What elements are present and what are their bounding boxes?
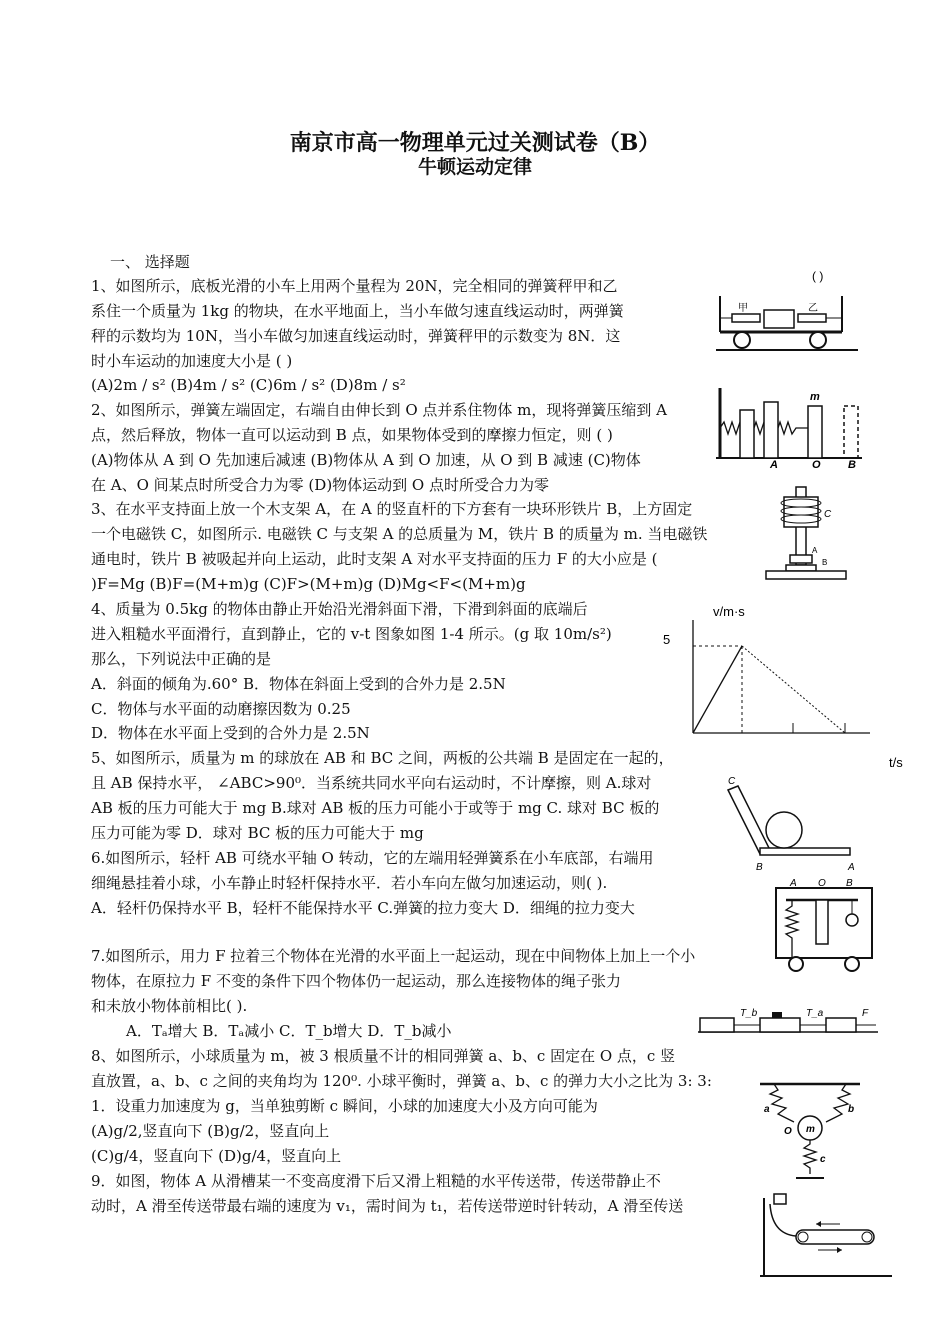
- text-line: AB 板的压力可能大于 mg B.球对 AB 板的压力可能小于或等于 mg C. 球对 BC 板的: [91, 799, 660, 817]
- fig5-label-a: A: [848, 862, 855, 873]
- text-line: (C)g/4，竖直向下 (D)g/4，竖直向上: [91, 1147, 342, 1165]
- fig8-label-m: m: [806, 1124, 815, 1135]
- fig2-label-m: m: [810, 391, 820, 403]
- text-line: 压力可能为零 D．球对 BC 板的压力可能大于 mg: [91, 824, 424, 842]
- fig1-label-jia: 甲: [738, 303, 748, 314]
- text-line: 系住一个质量为 1kg 的物块，在水平地面上，当小车做匀速直线运动时，两弹簧: [91, 302, 624, 320]
- text-line: 9．如图，物体 A 从滑槽某一不变高度滑下后又滑上粗糙的水平传送带，传送带静止不: [91, 1172, 661, 1190]
- text-line: C．物体与水平面的动磨擦因数为 0.25: [91, 700, 351, 718]
- text-line: 1、如图所示，底板光滑的小车上用两个量程为 20N，完全相同的弹簧秤甲和乙: [91, 277, 618, 295]
- text-line: 那么，下列说法中正确的是: [91, 650, 272, 668]
- fig1-corner-label: ( ): [812, 269, 824, 283]
- fig7-label-ta: T_a: [806, 1008, 824, 1019]
- text-line: 4、质量为 0.5kg 的物体由静止开始沿光滑斜面下滑，下滑到斜面的底端后: [91, 600, 588, 618]
- fig7-label-tb: T_b: [740, 1008, 758, 1019]
- text-line: D．物体在水平面上受到的合外力是 2.5N: [91, 724, 370, 742]
- text-line: 1．设重力加速度为 g，当单独剪断 c 瞬间，小球的加速度大小及方向可能为: [91, 1097, 598, 1115]
- text-line: 秤的示数均为 10N，当小车做匀加速直线运动时，弹簧秤甲的示数变为 8N．这: [91, 327, 621, 345]
- text-line: 3、在水平支持面上放一个木支架 A，在 A 的竖直杆的下方套有一块环形铁片 B，上方固定: [91, 500, 693, 518]
- figure-cart-spring-scales: [712, 266, 862, 356]
- fig2-label-b: B: [848, 459, 856, 470]
- text-line: 通电时，铁片 B 被吸起并向上运动，此时支架 A 对水平支持面的压力 F 的大小应是 (: [91, 550, 658, 568]
- fig5-label-b: B: [756, 862, 763, 873]
- text-line: 在 A、O 间某点时所受合力为零 (D)物体运动到 O 点时所受合力为零: [91, 476, 550, 494]
- text-line: 时小车运动的加速度大小是 ( ): [91, 352, 293, 370]
- text-line: 8、如图所示，小球质量为 m，被 3 根质量不计的相同弹簧 a、b、c 固定在 O 点，c 竖: [91, 1047, 676, 1065]
- text-line: 2、如图所示，弹簧左端固定，右端自由伸长到 O 点并系住物体 m，现将弹簧压缩到 A: [91, 401, 667, 419]
- fig8-label-o: O: [784, 1126, 792, 1137]
- fig4-xlabel: t/s: [889, 755, 903, 770]
- fig3-label-b: B: [822, 558, 828, 567]
- fig8-label-b: b: [848, 1104, 855, 1115]
- fig6-label-b: B: [846, 878, 853, 889]
- text-line: A．轻杆仍保持水平 B，轻杆不能保持水平 C.弹簧的拉力变大 D．细绳的拉力变大: [91, 899, 635, 917]
- text-line: 5、如图所示，质量为 m 的球放在 AB 和 BC 之间，两板的公共端 B 是固定在一起的，: [91, 749, 674, 767]
- text-line: 6.如图所示，轻杆 AB 可绕水平轴 O 转动，它的左端用轻弹簧系在小车底部，右端用: [91, 849, 654, 867]
- figure-spring-block: [712, 380, 872, 470]
- page-subtitle: 牛顿运动定律: [417, 156, 532, 178]
- fig2-label-a: A: [770, 459, 778, 470]
- fig8-label-c: c: [820, 1154, 826, 1165]
- fig3-label-c: C: [824, 509, 832, 520]
- figure-electromagnet-stand: [760, 483, 860, 593]
- text-line: A．斜面的倾角为.60° B．物体在斜面上受到的合外力是 2.5N: [91, 675, 506, 693]
- fig6-label-o: O: [818, 878, 826, 889]
- fig7-label-f: F: [862, 1008, 869, 1019]
- section-heading: 一、 选择题: [110, 253, 190, 271]
- text-line: (A)g/2,竖直向下 (B)g/2，竖直向上: [91, 1122, 330, 1140]
- fig4-ytick: 5: [663, 632, 671, 647]
- text-line: 7.如图所示，用力 F 拉着三个物体在光滑的水平面上一起运动，现在中间物体上加上一个小: [91, 947, 696, 965]
- text-line: )F=Mg (B)F=(M+m)g (C)F>(M+m)g (D)Mg<F<(M+m)g: [91, 575, 526, 593]
- text-line: 直放置，a、b、c 之间的夹角均为 120⁰. 小球平衡时，弹簧 a、b、c 的弹力大小之比为 3: 3:: [91, 1072, 712, 1090]
- figure-cart-lever: [772, 874, 892, 974]
- page-title: 南京市高一物理单元过关测试卷（B）: [289, 130, 661, 156]
- fig6-label-a: A: [790, 878, 797, 889]
- fig4-ylabel: v/m·s: [713, 604, 745, 619]
- text-line: 物体，在原拉力 F 不变的条件下四个物体仍一起运动，那么连接物体的绳子张力: [91, 972, 621, 990]
- figure-ball-boards: [722, 770, 862, 880]
- figure-three-springs: [756, 1078, 866, 1188]
- text-line: (A)物体从 A 到 O 先加速后减速 (B)物体从 A 到 O 加速，从 O 到 B 减速 (C)物体: [91, 451, 641, 469]
- fig5-label-c: C: [728, 776, 736, 787]
- text-line: A．Tₐ增大 B．Tₐ减小 C．T_b增大 D．T_b减小: [126, 1022, 452, 1040]
- text-line: 一个电磁铁 C，如图所示. 电磁铁 C 与支架 A 的总质量为 M，铁片 B 的质量为 m. 当电磁铁: [91, 525, 708, 543]
- fig1-label-yi: 乙: [808, 303, 818, 314]
- text-line: 动时，A 滑至传送带最右端的速度为 v₁，需时间为 t₁，若传送带逆时针转动，A 滑至传送: [91, 1197, 684, 1215]
- text-line: 进入粗糙水平面滑行，直到静止，它的 v-t 图象如图 1-4 所示。(g 取 10m/s²): [91, 625, 612, 643]
- fig3-label-a: A: [812, 546, 818, 555]
- text-line: 点，然后释放，物体一直可以运动到 B 点，如果物体受到的摩擦力恒定，则 ( ): [91, 426, 613, 444]
- fig2-label-o: O: [812, 459, 821, 470]
- figure-three-blocks: [696, 1004, 881, 1038]
- fig8-label-a: a: [764, 1104, 770, 1115]
- figure-conveyor-belt: [756, 1190, 896, 1280]
- text-line: (A)2m / s² (B)4m / s² (C)6m / s² (D)8m / s²: [91, 376, 406, 394]
- text-line: 和未放小物体前相比( ).: [91, 997, 248, 1015]
- text-line: 细绳悬挂着小球，小车静止时轻杆保持水平．若小车向左做匀加速运动，则( ).: [91, 874, 608, 892]
- figure-vt-graph: [655, 598, 915, 778]
- text-line: 且 AB 保持水平， ∠ABC>90⁰．当系统共同水平向右运动时，不计摩擦，则 A.球对: [91, 774, 652, 792]
